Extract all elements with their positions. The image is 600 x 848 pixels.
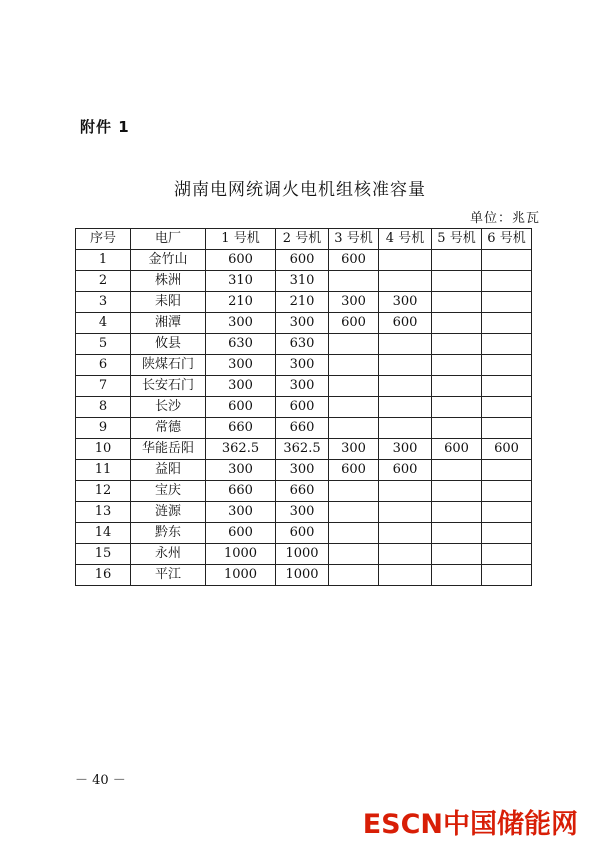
unit-capacity-cell (379, 376, 432, 397)
unit-capacity-cell (379, 271, 432, 292)
unit-capacity-cell: 210 (206, 292, 276, 313)
row-number-cell: 2 (76, 271, 131, 292)
row-number-cell: 14 (76, 523, 131, 544)
unit-capacity-cell (482, 460, 532, 481)
unit-capacity-cell (482, 523, 532, 544)
unit-capacity-cell (482, 355, 532, 376)
unit-capacity-cell: 300 (206, 376, 276, 397)
unit-capacity-cell: 1000 (276, 544, 329, 565)
row-number-cell: 4 (76, 313, 131, 334)
unit-capacity-cell: 362.5 (276, 439, 329, 460)
unit-capacity-cell: 300 (276, 313, 329, 334)
column-header: 电厂 (131, 229, 206, 250)
column-header: 4 号机 (379, 229, 432, 250)
table-row (76, 376, 532, 397)
unit-capacity-cell (432, 250, 482, 271)
unit-capacity-cell: 600 (329, 250, 379, 271)
column-header: 序号 (76, 229, 131, 250)
plant-name-cell: 常德 (131, 418, 206, 439)
unit-capacity-cell: 600 (379, 460, 432, 481)
table-row (76, 418, 532, 439)
unit-capacity-cell: 300 (379, 439, 432, 460)
plant-name-cell: 平江 (131, 565, 206, 586)
unit-capacity-cell (329, 544, 379, 565)
unit-capacity-cell (329, 271, 379, 292)
plant-name-cell: 益阳 (131, 460, 206, 481)
unit-capacity-cell (482, 313, 532, 334)
unit-capacity-cell (482, 565, 532, 586)
unit-capacity-cell (379, 502, 432, 523)
unit-capacity-cell (432, 397, 482, 418)
table-row (76, 313, 532, 334)
unit-capacity-cell (329, 418, 379, 439)
row-number-cell: 5 (76, 334, 131, 355)
row-number-cell: 16 (76, 565, 131, 586)
row-number-cell: 8 (76, 397, 131, 418)
unit-capacity-cell (379, 418, 432, 439)
unit-capacity-cell: 630 (206, 334, 276, 355)
unit-capacity-cell: 600 (432, 439, 482, 460)
unit-capacity-cell (329, 355, 379, 376)
table-header-row (76, 229, 532, 250)
unit-capacity-cell (329, 334, 379, 355)
unit-capacity-cell (329, 523, 379, 544)
unit-capacity-cell: 210 (276, 292, 329, 313)
unit-capacity-cell (432, 544, 482, 565)
plant-name-cell: 陕煤石门 (131, 355, 206, 376)
plant-name-cell: 耒阳 (131, 292, 206, 313)
unit-capacity-cell (482, 481, 532, 502)
row-number-cell: 11 (76, 460, 131, 481)
unit-capacity-cell (379, 544, 432, 565)
unit-capacity-cell: 600 (482, 439, 532, 460)
table-row (76, 544, 532, 565)
unit-capacity-cell (482, 397, 532, 418)
unit-capacity-cell (482, 376, 532, 397)
unit-capacity-cell (329, 481, 379, 502)
unit-capacity-cell: 630 (276, 334, 329, 355)
unit-capacity-cell: 600 (276, 397, 329, 418)
unit-capacity-cell: 660 (206, 418, 276, 439)
unit-capacity-cell (379, 397, 432, 418)
unit-capacity-cell (379, 355, 432, 376)
capacity-table (75, 228, 532, 586)
unit-capacity-cell (379, 250, 432, 271)
table-row (76, 523, 532, 544)
table-row (76, 355, 532, 376)
unit-capacity-cell (432, 460, 482, 481)
unit-capacity-cell (329, 502, 379, 523)
unit-capacity-cell (379, 523, 432, 544)
attachment-label: 附件 1 (80, 118, 130, 136)
unit-capacity-cell: 600 (329, 313, 379, 334)
unit-capacity-cell: 660 (276, 481, 329, 502)
unit-capacity-cell (432, 292, 482, 313)
escn-logo-watermark: ESCN中国储能网 (362, 809, 578, 840)
plant-name-cell: 涟源 (131, 502, 206, 523)
unit-capacity-cell (432, 502, 482, 523)
unit-label: 单位：兆瓦 (469, 211, 540, 226)
unit-capacity-cell (432, 334, 482, 355)
unit-capacity-cell (432, 313, 482, 334)
unit-capacity-cell: 300 (206, 355, 276, 376)
row-number-cell: 9 (76, 418, 131, 439)
unit-capacity-cell (432, 523, 482, 544)
unit-capacity-cell: 1000 (206, 565, 276, 586)
plant-name-cell: 长沙 (131, 397, 206, 418)
document-title: 湖南电网统调火电机组核准容量 (174, 180, 426, 200)
plant-name-cell: 宝庆 (131, 481, 206, 502)
unit-capacity-cell: 300 (329, 439, 379, 460)
column-header: 1 号机 (206, 229, 276, 250)
unit-capacity-cell (432, 565, 482, 586)
table-row (76, 334, 532, 355)
plant-name-cell: 金竹山 (131, 250, 206, 271)
table-row (76, 271, 532, 292)
unit-capacity-cell (329, 376, 379, 397)
table-row (76, 460, 532, 481)
table-row (76, 292, 532, 313)
column-header: 2 号机 (276, 229, 329, 250)
table-body (76, 250, 532, 586)
table-row (76, 502, 532, 523)
unit-capacity-cell: 600 (329, 460, 379, 481)
unit-capacity-cell: 300 (206, 502, 276, 523)
unit-capacity-cell (432, 418, 482, 439)
unit-capacity-cell: 300 (276, 376, 329, 397)
unit-capacity-cell (482, 418, 532, 439)
row-number-cell: 13 (76, 502, 131, 523)
row-number-cell: 15 (76, 544, 131, 565)
unit-capacity-cell: 310 (206, 271, 276, 292)
unit-capacity-cell (329, 397, 379, 418)
row-number-cell: 3 (76, 292, 131, 313)
row-number-cell: 12 (76, 481, 131, 502)
row-number-cell: 6 (76, 355, 131, 376)
row-number-cell: 10 (76, 439, 131, 460)
unit-capacity-cell: 300 (329, 292, 379, 313)
unit-capacity-cell: 1000 (206, 544, 276, 565)
table-row (76, 250, 532, 271)
plant-name-cell: 长安石门 (131, 376, 206, 397)
unit-capacity-cell: 300 (206, 460, 276, 481)
unit-capacity-cell: 362.5 (206, 439, 276, 460)
unit-capacity-cell (432, 271, 482, 292)
unit-capacity-cell (432, 481, 482, 502)
table-row (76, 397, 532, 418)
unit-capacity-cell (482, 502, 532, 523)
column-header: 5 号机 (432, 229, 482, 250)
unit-capacity-cell: 310 (276, 271, 329, 292)
page-number: － 40 － (75, 773, 126, 788)
unit-capacity-cell: 300 (276, 355, 329, 376)
unit-capacity-cell (329, 565, 379, 586)
unit-capacity-cell: 1000 (276, 565, 329, 586)
unit-capacity-cell (482, 544, 532, 565)
unit-capacity-cell: 300 (276, 502, 329, 523)
table-row (76, 439, 532, 460)
unit-capacity-cell: 300 (276, 460, 329, 481)
table-row (76, 565, 532, 586)
column-header: 6 号机 (482, 229, 532, 250)
unit-capacity-cell (482, 271, 532, 292)
unit-capacity-cell: 660 (206, 481, 276, 502)
plant-name-cell: 华能岳阳 (131, 439, 206, 460)
unit-capacity-cell: 300 (379, 292, 432, 313)
plant-name-cell: 湘潭 (131, 313, 206, 334)
unit-capacity-cell: 600 (276, 250, 329, 271)
column-header: 3 号机 (329, 229, 379, 250)
unit-capacity-cell (482, 334, 532, 355)
unit-capacity-cell (482, 250, 532, 271)
unit-capacity-cell (379, 565, 432, 586)
unit-capacity-cell: 600 (206, 250, 276, 271)
unit-capacity-cell (432, 376, 482, 397)
unit-capacity-cell: 600 (276, 523, 329, 544)
unit-capacity-cell (482, 292, 532, 313)
row-number-cell: 7 (76, 376, 131, 397)
table-row (76, 481, 532, 502)
plant-name-cell: 株洲 (131, 271, 206, 292)
unit-capacity-cell (379, 481, 432, 502)
unit-capacity-cell: 600 (206, 523, 276, 544)
unit-capacity-cell: 300 (206, 313, 276, 334)
unit-capacity-cell: 660 (276, 418, 329, 439)
plant-name-cell: 攸县 (131, 334, 206, 355)
unit-capacity-cell (432, 355, 482, 376)
plant-name-cell: 永州 (131, 544, 206, 565)
row-number-cell: 1 (76, 250, 131, 271)
unit-capacity-cell: 600 (379, 313, 432, 334)
plant-name-cell: 黔东 (131, 523, 206, 544)
unit-capacity-cell (379, 334, 432, 355)
unit-capacity-cell: 600 (206, 397, 276, 418)
